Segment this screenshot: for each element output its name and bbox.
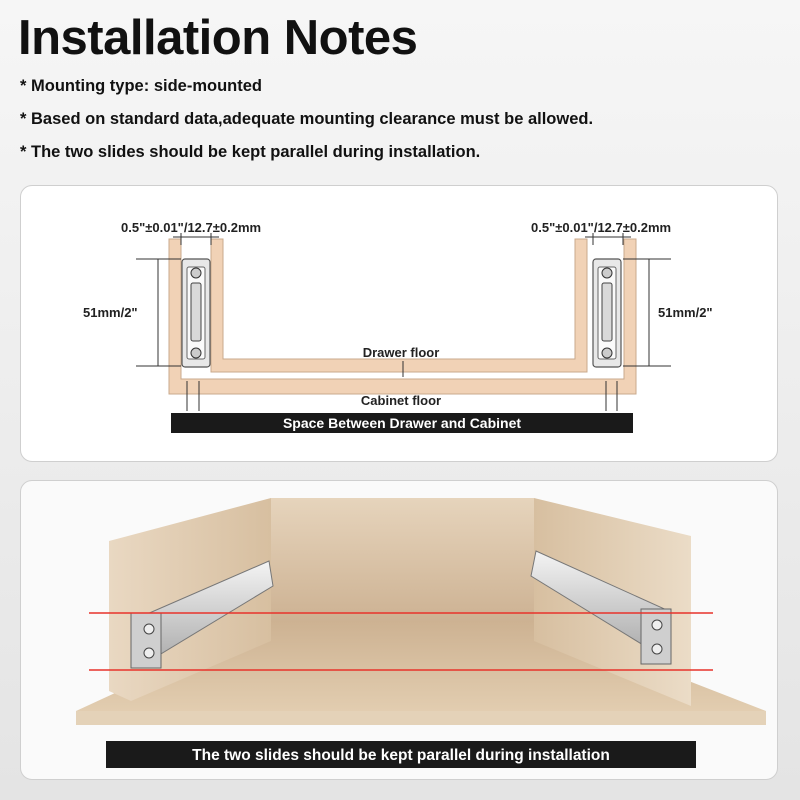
right-slide: [593, 259, 621, 367]
drawer-photo: [21, 481, 778, 780]
drawer-floor-label: Drawer floor: [362, 345, 440, 360]
clearance-diagram: [21, 186, 778, 462]
note-parallel: * The two slides should be kept parallel during installation.: [20, 143, 481, 161]
right-height-label: 51mm/2": [658, 305, 713, 320]
right-clearance-label: 0.5"±0.01"/12.7±0.2mm: [531, 220, 672, 235]
left-clearance-label: 0.5"±0.01"/12.7±0.2mm: [121, 220, 262, 235]
drawer-back-wall: [271, 498, 534, 621]
left-height-label: 51mm/2": [83, 305, 138, 320]
photo-banner-text: The two slides should be kept parallel during installation: [192, 747, 610, 764]
note-clearance: * Based on standard data,adequate mounting clearance must be allowed.: [20, 110, 594, 128]
left-slide: [182, 259, 210, 367]
diagram-banner-text: Space Between Drawer and Cabinet: [282, 415, 522, 431]
notes-list: [20, 76, 593, 175]
cabinet-floor-label: Cabinet floor: [360, 393, 442, 408]
drawer-photo-card: [20, 480, 778, 780]
clearance-diagram-card: [20, 185, 778, 462]
drawer-front-edge: [76, 711, 766, 725]
note-mounting-type: * Mounting type: side-mounted: [20, 77, 262, 95]
page-title: Installation Notes: [18, 11, 418, 65]
